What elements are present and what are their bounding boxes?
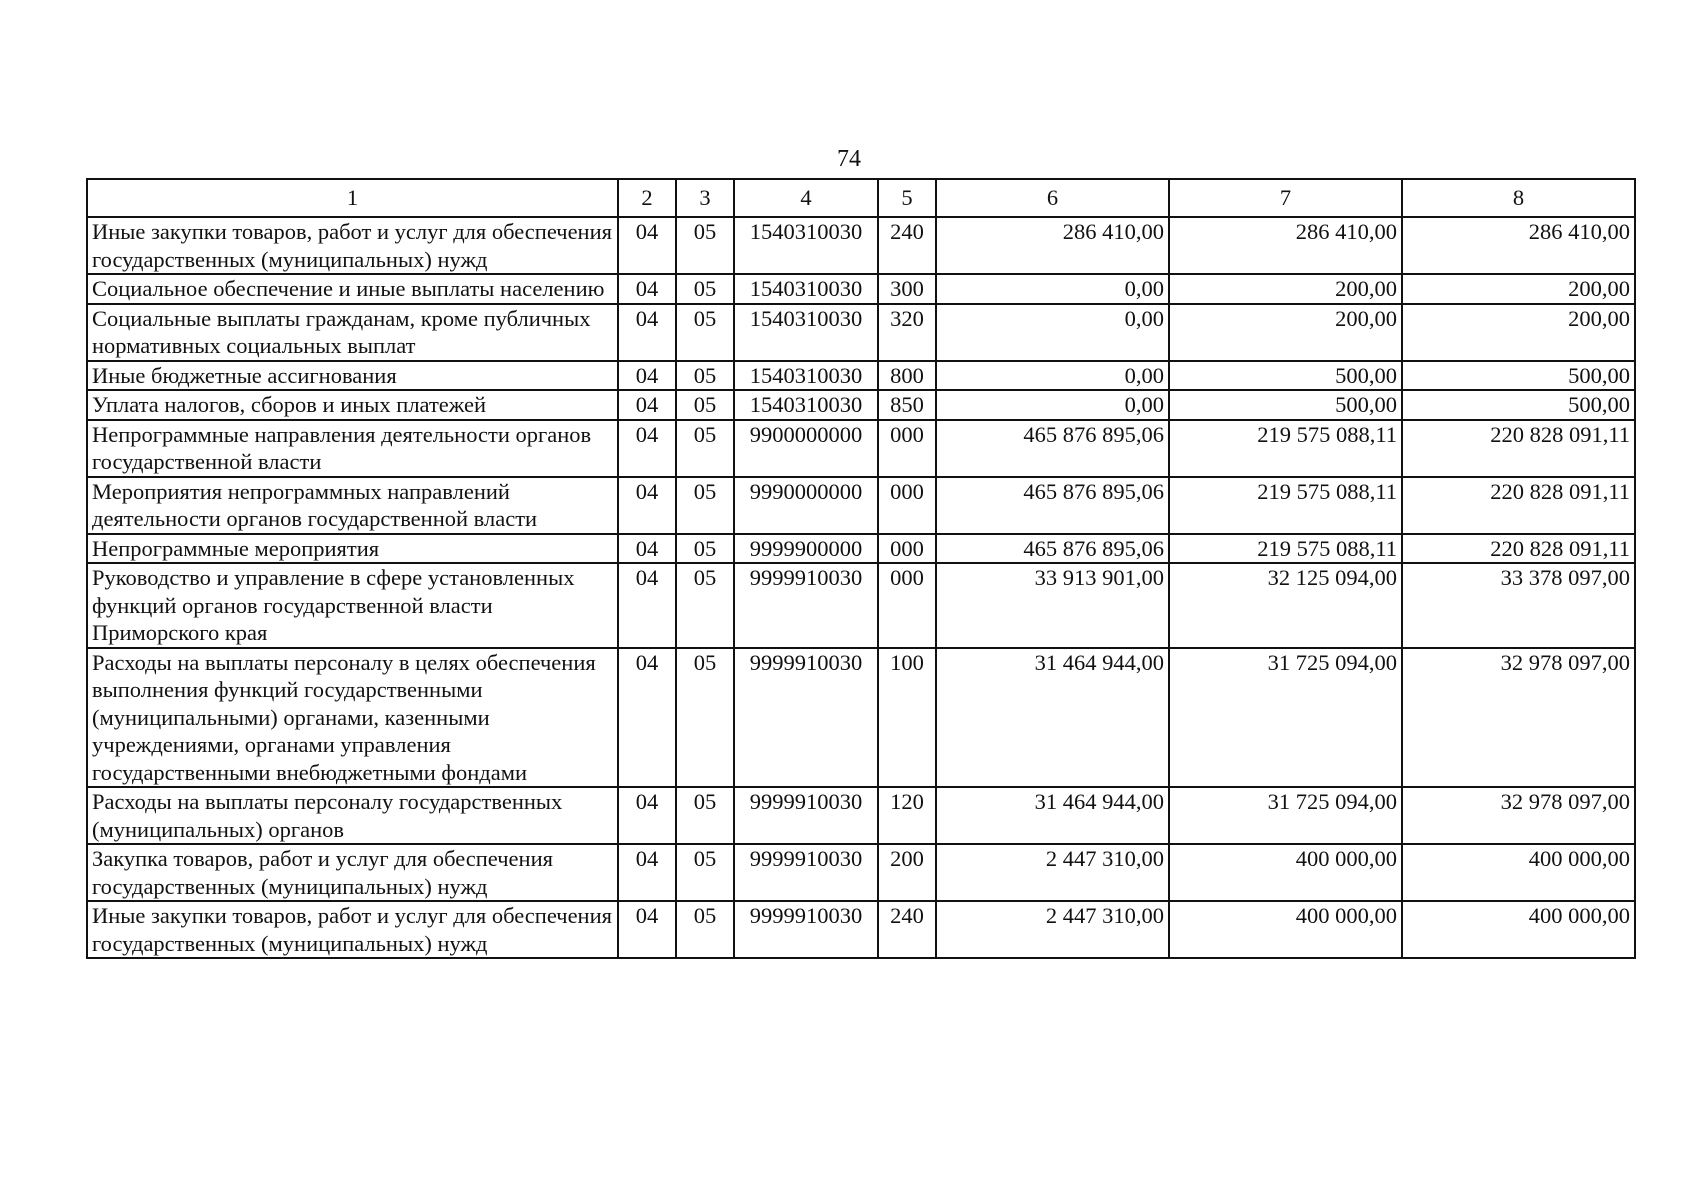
- table-row: [87, 787, 1635, 844]
- header-row: [87, 179, 1635, 217]
- row-code-5: 240: [878, 901, 936, 958]
- row-value-8: 200,00: [1402, 304, 1635, 361]
- table-row: [87, 304, 1635, 361]
- table-body: [87, 217, 1635, 958]
- row-code-3: 05: [676, 361, 734, 391]
- row-name: Непрограммные направления деятельности органов государственной власти: [87, 420, 618, 477]
- row-name: Социальное обеспечение и иные выплаты населению: [87, 274, 618, 304]
- row-value-6: 2 447 310,00: [936, 901, 1169, 958]
- row-code-2: 04: [618, 901, 676, 958]
- row-name: Иные закупки товаров, работ и услуг для обеспечения государственных (муниципальных) нужд: [87, 901, 618, 958]
- row-value-7: 500,00: [1169, 390, 1402, 420]
- row-code-3: 05: [676, 274, 734, 304]
- row-code-5: 320: [878, 304, 936, 361]
- row-code-5: 000: [878, 534, 936, 564]
- row-value-8: 286 410,00: [1402, 217, 1635, 274]
- row-value-6: 33 913 901,00: [936, 563, 1169, 648]
- row-code-4: 9999910030: [734, 563, 878, 648]
- row-name: Руководство и управление в сфере установленных функций органов государственной власти Приморского края: [87, 563, 618, 648]
- row-code-4: 1540310030: [734, 390, 878, 420]
- row-code-3: 05: [676, 901, 734, 958]
- row-value-6: 0,00: [936, 361, 1169, 391]
- row-value-8: 400 000,00: [1402, 901, 1635, 958]
- table-row: [87, 477, 1635, 534]
- row-code-5: 850: [878, 390, 936, 420]
- row-value-8: 33 378 097,00: [1402, 563, 1635, 648]
- row-value-7: 400 000,00: [1169, 901, 1402, 958]
- row-code-4: 1540310030: [734, 361, 878, 391]
- page-number: 74: [837, 146, 861, 172]
- table-row: [87, 274, 1635, 304]
- row-code-3: 05: [676, 304, 734, 361]
- column-header-3: 3: [676, 179, 734, 217]
- table-row: [87, 390, 1635, 420]
- table-row: [87, 361, 1635, 391]
- row-code-2: 04: [618, 563, 676, 648]
- table-row: [87, 534, 1635, 564]
- column-header-4: 4: [734, 179, 878, 217]
- row-name: Закупка товаров, работ и услуг для обеспечения государственных (муниципальных) нужд: [87, 844, 618, 901]
- column-header-7: 7: [1169, 179, 1402, 217]
- row-code-4: 9999910030: [734, 844, 878, 901]
- row-code-3: 05: [676, 420, 734, 477]
- row-code-3: 05: [676, 390, 734, 420]
- row-value-6: 31 464 944,00: [936, 787, 1169, 844]
- column-header-8: 8: [1402, 179, 1635, 217]
- row-value-8: 220 828 091,11: [1402, 534, 1635, 564]
- row-code-4: 9999910030: [734, 787, 878, 844]
- table-row: [87, 901, 1635, 958]
- row-name: Иные закупки товаров, работ и услуг для обеспечения государственных (муниципальных) нужд: [87, 217, 618, 274]
- row-code-3: 05: [676, 563, 734, 648]
- row-code-2: 04: [618, 390, 676, 420]
- row-value-7: 500,00: [1169, 361, 1402, 391]
- row-value-8: 200,00: [1402, 274, 1635, 304]
- row-code-2: 04: [618, 844, 676, 901]
- row-value-7: 32 125 094,00: [1169, 563, 1402, 648]
- row-name: Уплата налогов, сборов и иных платежей: [87, 390, 618, 420]
- budget-table: [86, 178, 1636, 959]
- row-code-4: 1540310030: [734, 304, 878, 361]
- row-code-4: 9990000000: [734, 477, 878, 534]
- row-code-4: 1540310030: [734, 274, 878, 304]
- row-value-8: 500,00: [1402, 390, 1635, 420]
- row-value-6: 2 447 310,00: [936, 844, 1169, 901]
- row-code-2: 04: [618, 361, 676, 391]
- row-value-6: 465 876 895,06: [936, 534, 1169, 564]
- row-value-6: 31 464 944,00: [936, 648, 1169, 788]
- row-name: Социальные выплаты гражданам, кроме публичных нормативных социальных выплат: [87, 304, 618, 361]
- row-code-5: 300: [878, 274, 936, 304]
- row-code-4: 9999910030: [734, 648, 878, 788]
- row-code-4: 9900000000: [734, 420, 878, 477]
- row-code-4: 1540310030: [734, 217, 878, 274]
- row-value-7: 200,00: [1169, 274, 1402, 304]
- row-code-2: 04: [618, 217, 676, 274]
- table-row: [87, 563, 1635, 648]
- table-row: [87, 217, 1635, 274]
- row-code-2: 04: [618, 787, 676, 844]
- row-value-6: 465 876 895,06: [936, 420, 1169, 477]
- row-value-8: 220 828 091,11: [1402, 420, 1635, 477]
- row-value-8: 220 828 091,11: [1402, 477, 1635, 534]
- row-code-5: 800: [878, 361, 936, 391]
- row-name: Расходы на выплаты персоналу государственных (муниципальных) органов: [87, 787, 618, 844]
- row-code-3: 05: [676, 477, 734, 534]
- row-value-6: 465 876 895,06: [936, 477, 1169, 534]
- row-code-2: 04: [618, 274, 676, 304]
- row-name: Мероприятия непрограммных направлений деятельности органов государственной власти: [87, 477, 618, 534]
- row-value-8: 32 978 097,00: [1402, 787, 1635, 844]
- row-value-6: 0,00: [936, 304, 1169, 361]
- row-code-5: 200: [878, 844, 936, 901]
- column-header-6: 6: [936, 179, 1169, 217]
- row-name: Иные бюджетные ассигнования: [87, 361, 618, 391]
- row-name: Непрограммные мероприятия: [87, 534, 618, 564]
- row-name: Расходы на выплаты персоналу в целях обеспечения выполнения функций государственными (муниципальными) органами, казенными учреждениями, органами управления государственными внебюджетными фондами: [87, 648, 618, 788]
- row-code-3: 05: [676, 844, 734, 901]
- row-value-8: 32 978 097,00: [1402, 648, 1635, 788]
- row-code-4: 9999910030: [734, 901, 878, 958]
- row-code-5: 000: [878, 563, 936, 648]
- row-code-4: 9999900000: [734, 534, 878, 564]
- row-code-2: 04: [618, 304, 676, 361]
- row-value-7: 31 725 094,00: [1169, 787, 1402, 844]
- row-value-7: 219 575 088,11: [1169, 477, 1402, 534]
- row-code-5: 100: [878, 648, 936, 788]
- row-code-5: 000: [878, 477, 936, 534]
- column-header-1: 1: [87, 179, 618, 217]
- row-value-6: 286 410,00: [936, 217, 1169, 274]
- row-code-5: 000: [878, 420, 936, 477]
- row-value-6: 0,00: [936, 274, 1169, 304]
- table-row: [87, 844, 1635, 901]
- table-row: [87, 648, 1635, 788]
- row-code-5: 240: [878, 217, 936, 274]
- row-value-7: 31 725 094,00: [1169, 648, 1402, 788]
- row-value-6: 0,00: [936, 390, 1169, 420]
- row-code-2: 04: [618, 477, 676, 534]
- row-code-3: 05: [676, 217, 734, 274]
- row-code-2: 04: [618, 648, 676, 788]
- row-code-2: 04: [618, 420, 676, 477]
- row-code-5: 120: [878, 787, 936, 844]
- row-value-8: 500,00: [1402, 361, 1635, 391]
- row-code-2: 04: [618, 534, 676, 564]
- row-value-8: 400 000,00: [1402, 844, 1635, 901]
- row-code-3: 05: [676, 534, 734, 564]
- column-header-5: 5: [878, 179, 936, 217]
- row-value-7: 200,00: [1169, 304, 1402, 361]
- row-value-7: 400 000,00: [1169, 844, 1402, 901]
- column-header-2: 2: [618, 179, 676, 217]
- row-code-3: 05: [676, 787, 734, 844]
- row-code-3: 05: [676, 648, 734, 788]
- row-value-7: 286 410,00: [1169, 217, 1402, 274]
- table-row: [87, 420, 1635, 477]
- row-value-7: 219 575 088,11: [1169, 534, 1402, 564]
- row-value-7: 219 575 088,11: [1169, 420, 1402, 477]
